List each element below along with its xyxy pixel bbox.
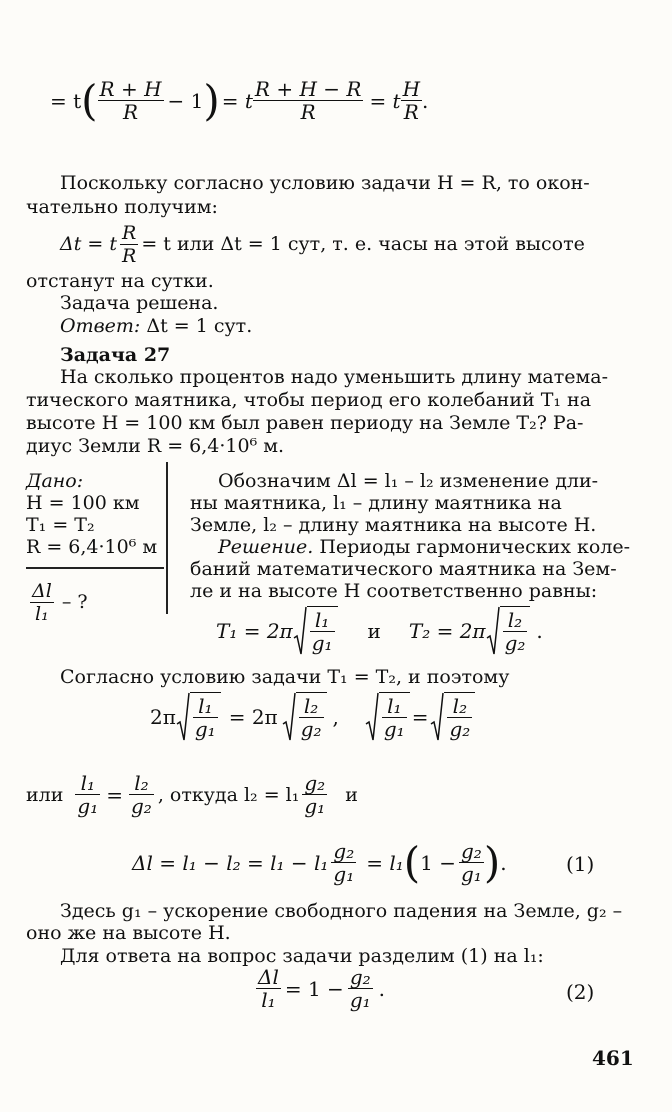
eq-top-eq2: = t bbox=[369, 88, 401, 113]
given-find bbox=[30, 580, 88, 625]
eq-periods-t1: T₁ = 2π bbox=[216, 619, 293, 643]
eq-dt-frac-den: R bbox=[122, 245, 137, 267]
eq-or-frac1 bbox=[75, 772, 100, 817]
eq-top-frac1 bbox=[98, 78, 164, 123]
equation-1 bbox=[132, 837, 507, 887]
eq-top-frac1-den: R bbox=[123, 100, 139, 124]
eq-or bbox=[26, 772, 358, 817]
eq-top-frac3 bbox=[401, 78, 422, 123]
answer-line bbox=[60, 315, 252, 338]
sqrt-6 bbox=[430, 692, 475, 742]
eq-or-l2: l₂ bbox=[129, 772, 154, 795]
eq-or-eq: = bbox=[106, 782, 123, 807]
eq-periods bbox=[216, 606, 543, 656]
eq1-frac1 bbox=[331, 840, 356, 885]
sqrt-2 bbox=[486, 606, 531, 656]
eq1-g1b: g₁ bbox=[460, 862, 482, 886]
given-find-q: – ? bbox=[61, 591, 88, 613]
eq2-eq: = 1 − bbox=[284, 976, 344, 1001]
eq1-eq: = l₁ bbox=[366, 850, 404, 875]
task-line2: тического маятника, чтобы период его колебаний T₁ на bbox=[26, 389, 592, 411]
eq1-dot: . bbox=[500, 850, 507, 875]
eq-dt-line bbox=[60, 222, 585, 267]
eq-top-dot: . bbox=[422, 88, 429, 113]
eq2-dl: Δl bbox=[258, 965, 279, 989]
eq-dt-frac bbox=[120, 222, 138, 267]
eq-top-frac2 bbox=[253, 78, 364, 123]
eq1-paren-open: ( bbox=[403, 837, 421, 887]
answer-value: Δt = 1 сут. bbox=[146, 315, 253, 337]
eq-top-frac2-den: R bbox=[300, 100, 316, 124]
eq-top-minus1: − 1 bbox=[167, 88, 204, 113]
solution-line6: ле и на высоте H соответственно равны: bbox=[190, 580, 598, 602]
eq-or-and: и bbox=[345, 783, 358, 806]
para3: Согласно условию задачи T₁ = T₂, и поэтому bbox=[60, 666, 510, 688]
eq-top-lhs: = t bbox=[50, 88, 82, 113]
eq-periods-dot: . bbox=[536, 619, 543, 643]
eq-equal-a: 2π bbox=[150, 705, 176, 729]
given-find-den: l₁ bbox=[35, 603, 49, 625]
solution-line4-text: Периоды гармонических коле- bbox=[313, 536, 631, 558]
eq2-number: (2) bbox=[566, 980, 595, 1004]
sqrt-4 bbox=[282, 692, 327, 742]
eq1-paren-close: ) bbox=[483, 837, 501, 887]
eq-or-word: или bbox=[26, 783, 64, 806]
eq-top-eq1: = t bbox=[221, 88, 253, 113]
eq-or-frac3 bbox=[302, 772, 327, 817]
eq1-g2b: g₂ bbox=[460, 839, 482, 863]
eq-or-g1b: g₁ bbox=[304, 794, 326, 818]
eq-equal-eq: = 2π bbox=[228, 705, 278, 729]
eq-equal-g2: g₂ bbox=[300, 717, 322, 741]
eq-equal-g1b: g₁ bbox=[383, 717, 405, 741]
para4-line1: Здесь g₁ – ускорение свободного падения на Земле, g₂ – bbox=[60, 900, 623, 922]
eq-or-frac2 bbox=[129, 772, 154, 817]
eq-equal-l2b: l₂ bbox=[447, 695, 472, 718]
solution-line3: Земле, l₂ – длину маятника на высоте H. bbox=[190, 514, 597, 536]
sqrt-5 bbox=[365, 692, 410, 742]
para4-line3: Для ответа на вопрос задачи разделим (1) на l₁: bbox=[60, 945, 544, 967]
eq2-frac2 bbox=[348, 966, 373, 1011]
eq-or-g2: g₂ bbox=[131, 794, 152, 818]
eq-or-whence: , откуда l₂ = l₁ bbox=[157, 783, 300, 806]
eq2-g2: g₂ bbox=[349, 965, 371, 989]
given-find-num: Δl bbox=[32, 580, 52, 602]
eq1-one: 1 − bbox=[420, 850, 456, 875]
eq1-g2: g₂ bbox=[333, 839, 355, 863]
eq-equal-l2: l₂ bbox=[299, 695, 324, 718]
sqrt-1 bbox=[293, 606, 338, 656]
eq-dt-frac-num: R bbox=[122, 222, 137, 244]
eq-top-frac2-num: R + H − R bbox=[254, 77, 362, 101]
solution-line1: Обозначим Δl = l₁ – l₂ изменение дли- bbox=[218, 470, 599, 492]
eq-top-frac3-num: H bbox=[402, 77, 421, 101]
task-line3: высоте H = 100 км был равен периоду на Земле T₂? Ра- bbox=[26, 412, 584, 434]
eq-top-frac3-den: R bbox=[403, 100, 419, 124]
eq-periods-and: и bbox=[367, 619, 381, 643]
para1-line2: чательно получим: bbox=[26, 196, 218, 218]
sqrt-3 bbox=[176, 692, 221, 742]
eq-equal-g1: g₁ bbox=[194, 717, 216, 741]
eq-or-g1: g₁ bbox=[77, 794, 99, 818]
para1-line1: Поскольку согласно условию задачи H = R, то окон- bbox=[60, 172, 590, 194]
eq1-frac2 bbox=[459, 840, 484, 885]
given-r: R = 6,4·10⁶ м bbox=[26, 536, 158, 558]
given-divider bbox=[26, 567, 164, 569]
solution-line2: ны маятника, l₁ – длину маятника на bbox=[190, 492, 562, 514]
eq2-g1: g₁ bbox=[349, 988, 371, 1012]
eq2-dot: . bbox=[378, 976, 385, 1001]
equation-2 bbox=[256, 966, 385, 1011]
eq1-lhs: Δl = l₁ − l₂ = l₁ − l₁ bbox=[132, 850, 329, 875]
solution-label: Решение. bbox=[218, 536, 314, 558]
eq-periods-l1: l₁ bbox=[310, 609, 335, 632]
paren-open: ( bbox=[81, 75, 98, 125]
eq-periods-t2: T₂ = 2π bbox=[408, 619, 486, 643]
eq2-frac1 bbox=[256, 966, 281, 1011]
given-t: T₁ = T₂ bbox=[26, 514, 95, 536]
given-find-frac bbox=[30, 580, 54, 625]
eq-equal-l1: l₁ bbox=[193, 695, 218, 718]
page-number: 461 bbox=[592, 1046, 634, 1070]
equation-top bbox=[50, 75, 429, 125]
eq-equal-g2b: g₂ bbox=[449, 717, 471, 741]
paren-close: ) bbox=[203, 75, 220, 125]
eq1-g1: g₁ bbox=[333, 862, 355, 886]
task-title: Задача 27 bbox=[60, 344, 171, 366]
solution-line5: баний математического маятника на Зем- bbox=[190, 558, 617, 580]
eq-dt-lhs: Δt = t bbox=[60, 233, 117, 255]
given-label: Дано: bbox=[26, 470, 84, 492]
given-h: H = 100 км bbox=[26, 492, 140, 514]
eq-equal bbox=[150, 692, 475, 742]
eq-dt-rest: = t или Δt = 1 сут, т. е. часы на этой высоте bbox=[141, 233, 585, 255]
task-line4: диус Земли R = 6,4·10⁶ м. bbox=[26, 435, 285, 457]
eq-equal-eq2: = bbox=[411, 705, 429, 729]
para2-line2: Задача решена. bbox=[60, 292, 219, 314]
eq-periods-g2: g₂ bbox=[504, 631, 526, 655]
eq1-number: (1) bbox=[566, 852, 595, 876]
para4-line2: оно же на высоте H. bbox=[26, 922, 231, 944]
eq2-l1: l₁ bbox=[261, 988, 276, 1012]
answer-label: Ответ: bbox=[60, 315, 141, 337]
eq-equal-l1b: l₁ bbox=[382, 695, 407, 718]
eq-or-g2b: g₂ bbox=[304, 771, 326, 795]
given-vertical-line bbox=[166, 462, 168, 614]
eq-top-frac1-num: R + H bbox=[99, 77, 162, 101]
solution-line4 bbox=[218, 536, 630, 559]
eq-or-l1: l₁ bbox=[75, 772, 100, 795]
eq-periods-g1: g₁ bbox=[311, 631, 333, 655]
eq-equal-comma: , bbox=[332, 705, 339, 729]
task-line1: На сколько процентов надо уменьшить длину матема- bbox=[60, 366, 609, 388]
eq-periods-l2: l₂ bbox=[503, 609, 528, 632]
para2-line1: отстанут на сутки. bbox=[26, 270, 214, 292]
